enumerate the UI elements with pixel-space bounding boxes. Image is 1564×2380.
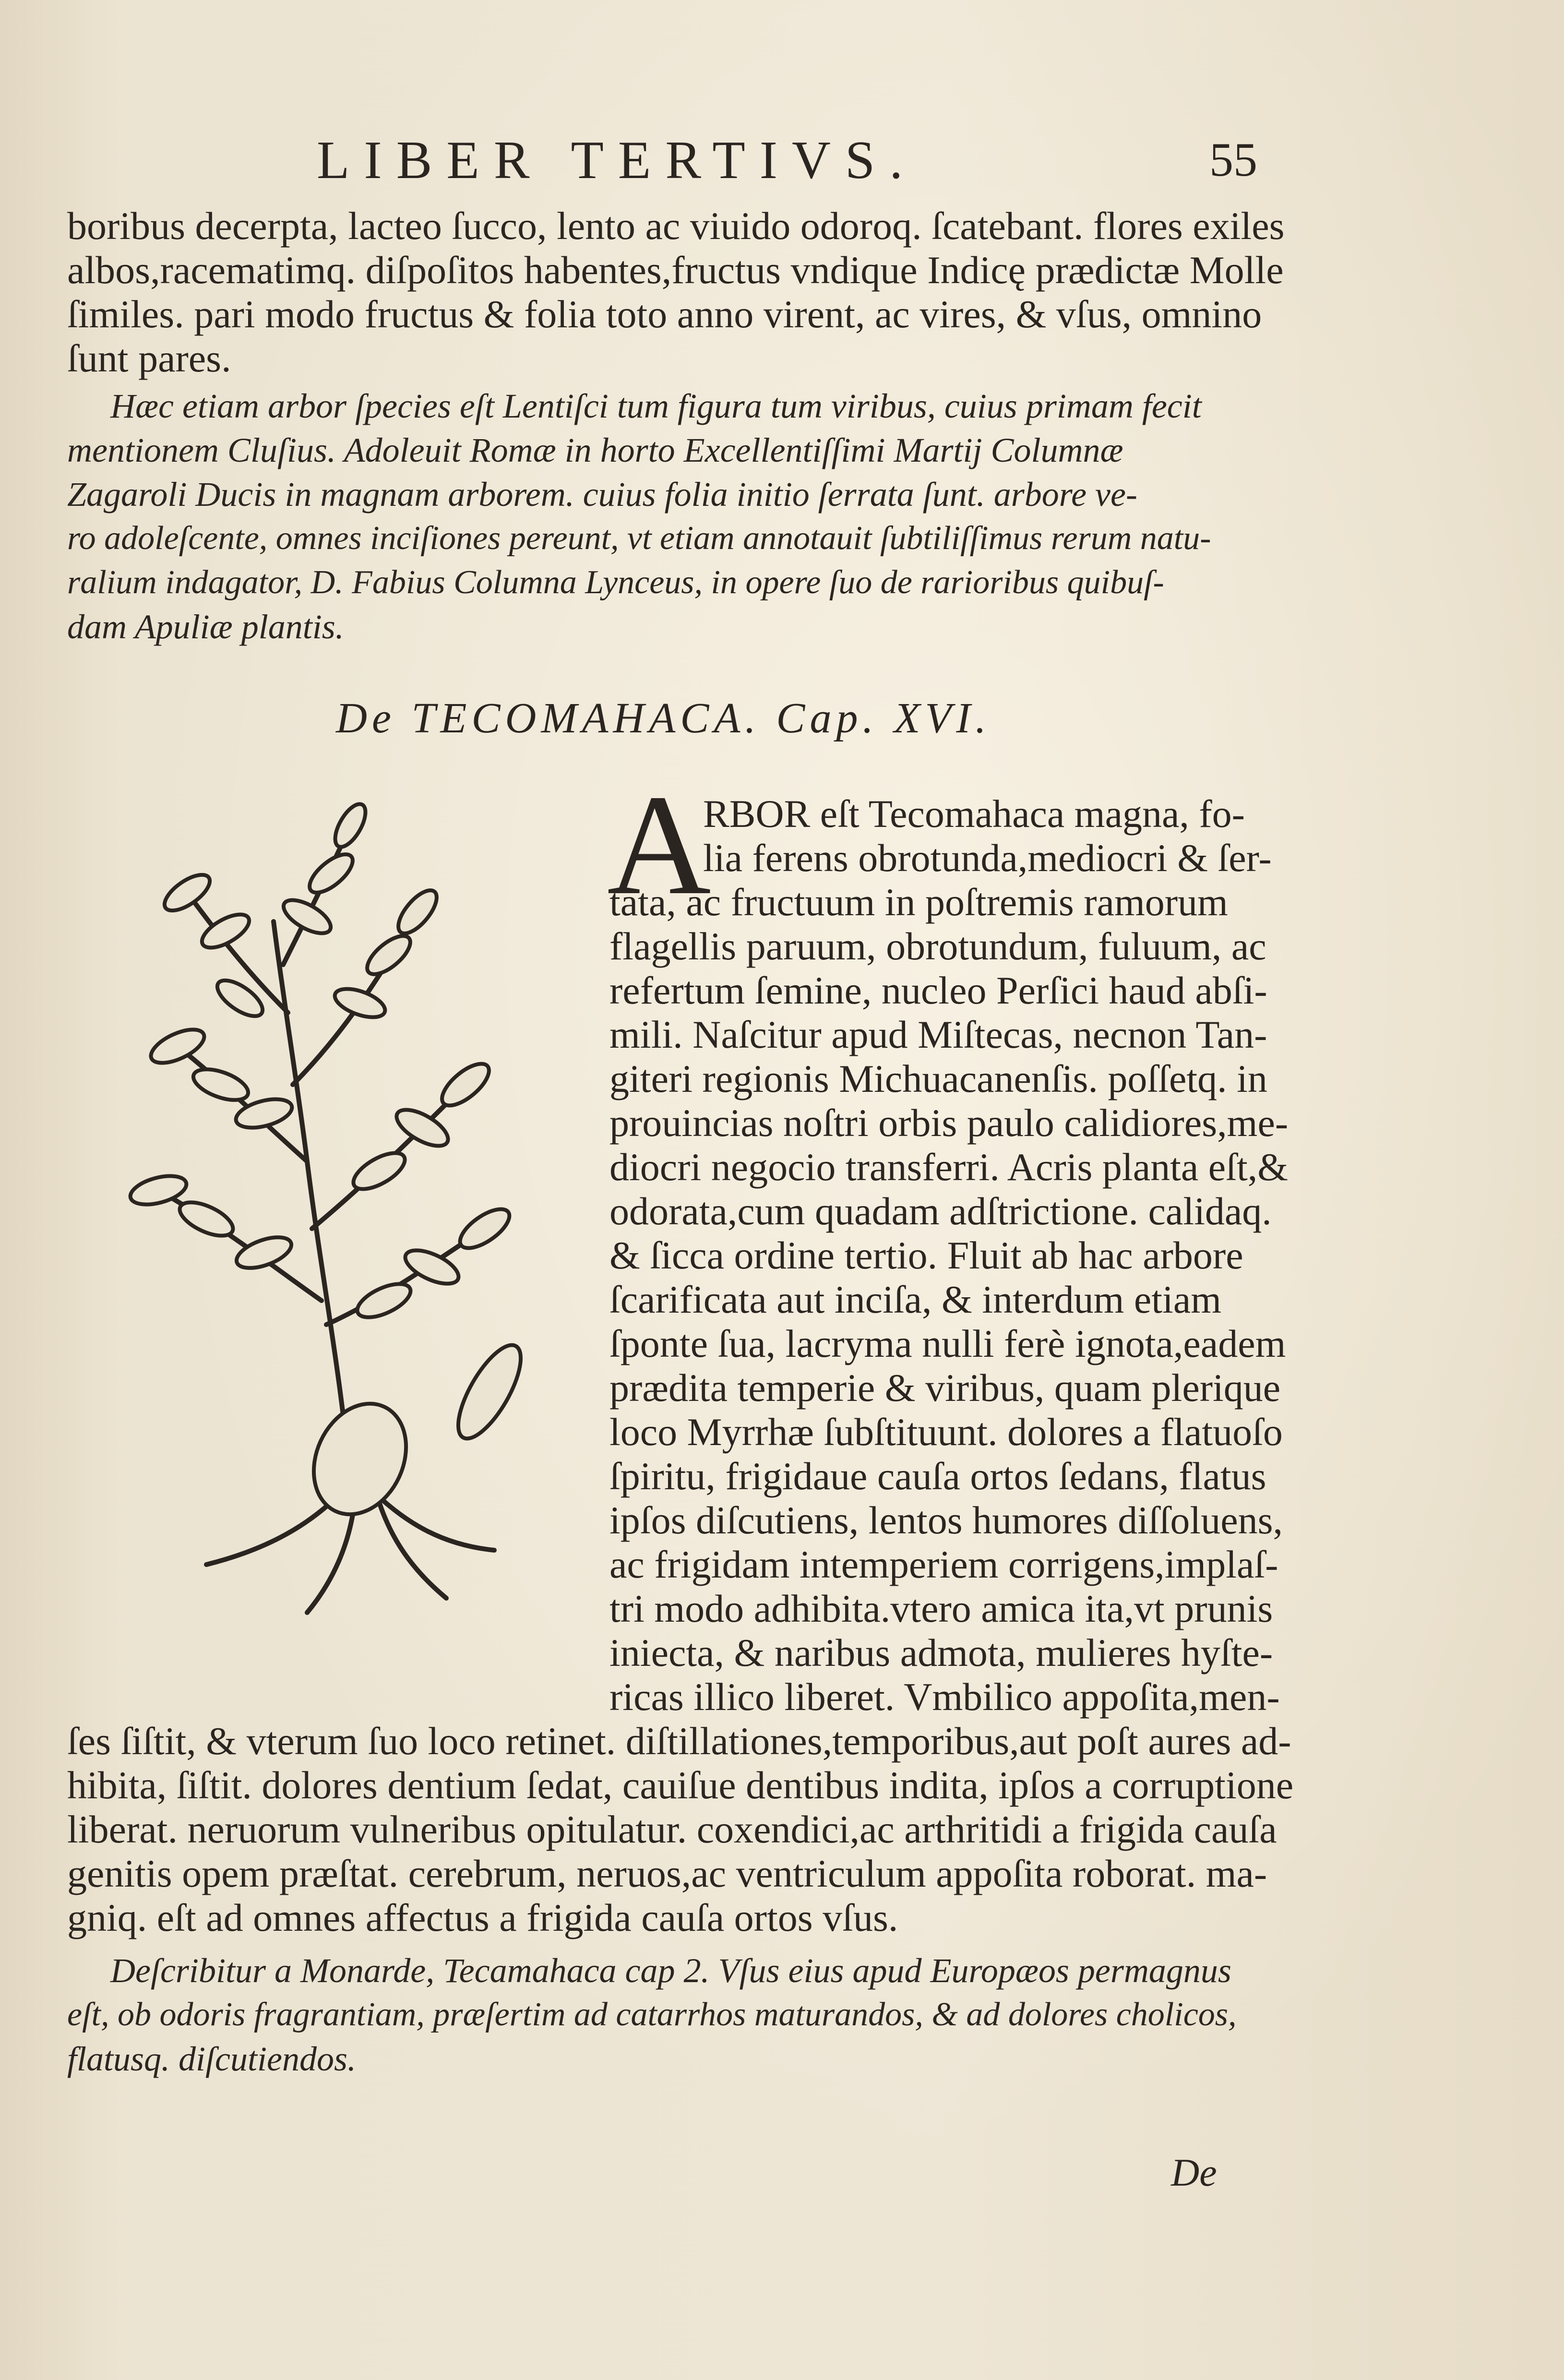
text-line: prouincias noſtri orbis paulo calidiores,me- (609, 1101, 1289, 1145)
text-line: albos,racematimq. diſpoſitos habentes,fructus vndique Indicę prædictæ Molle (67, 248, 1284, 292)
drop-cap: A (607, 765, 711, 924)
text-line: ricas illico liberet. Vmbilico appoſita,men- (609, 1675, 1280, 1719)
text-line: tata, ac fructuum in poſtremis ramorum (609, 880, 1228, 924)
text-line: genitis opem præſtat. cerebrum, neruos,ac ventriculum appoſita roborat. ma- (67, 1852, 1267, 1895)
text-line: Deſcribitur a Monarde, Tecamahaca cap 2. Vſus eius apud Europæos permagnus (110, 1951, 1231, 1990)
text-line: ſponte ſua, lacryma nulli ferè ignota,eadem (609, 1322, 1286, 1365)
text-line: eſt, ob odoris fragrantiam, præſertim ad catarrhos maturandos, & ad dolores cholicos, (67, 1996, 1237, 2033)
text-line: RBOR eſt Tecomahaca magna, fo- (703, 792, 1245, 836)
text-line: prædita temperie & viribus, quam plerique (609, 1366, 1281, 1410)
text-line: ipſos diſcutiens, lentos humores diſſoluens, (609, 1498, 1283, 1542)
text-line: ſpiritu, frigidaue cauſa ortos ſedans, flatus (609, 1454, 1266, 1498)
text-line: lia ferens obrotunda,mediocri & ſer- (703, 836, 1272, 880)
text-line: flatusq. diſcutiendos. (67, 2040, 356, 2078)
text-line: dam Apuliæ plantis. (67, 608, 344, 646)
text-line: ralium indagator, D. Fabius Columna Lynceus, in opere ſuo de rarioribus quibuſ- (67, 564, 1164, 601)
text-line: Zagaroli Ducis in magnam arborem. cuius folia initio ſerrata ſunt. arbore ve- (67, 475, 1137, 514)
text-line: boribus decerpta, lacteo ſucco, lento ac viuido odoroq. ſcatebant. flores exiles (67, 204, 1285, 248)
text-line: mili. Naſcitur apud Miſtecas, necnon Tan- (609, 1013, 1267, 1056)
text-line: mentionem Cluſius. Adoleuit Romæ in horto Excellentiſſimi Martij Columnæ (67, 431, 1123, 469)
page-number: 55 (1209, 133, 1257, 186)
text-line: giteri regionis Michuacanenſis. poſſetq. in (609, 1057, 1267, 1100)
text-line: ſcarificata aut inciſa, & interdum etiam (609, 1278, 1222, 1321)
text-line: iniecta, & naribus admota, mulieres hyſte- (609, 1631, 1273, 1674)
text-line: loco Myrrhæ ſubſtituunt. dolores a flatuoſo (609, 1410, 1283, 1454)
text-line: diocri negocio transferri. Acris planta eſt,& (609, 1145, 1289, 1189)
text-line: liberat. neruorum vulneribus opitulatur. coxendici,ac arthritidi a frigida cauſa (67, 1807, 1277, 1851)
tecomahaca-tree-woodcut-icon (82, 797, 561, 1670)
text-line: gniq. eſt ad omnes affectus a frigida cauſa ortos vſus. (67, 1896, 898, 1939)
text-line: ſunt pares. (67, 336, 231, 380)
running-header-title: LIBER TERTIVS. (317, 131, 918, 190)
catchword: De (1171, 2151, 1217, 2194)
text-line: ſes ſiſtit, & vterum ſuo loco retinet. diſtillationes,temporibus,aut poſt aures ad- (67, 1719, 1291, 1763)
text-line: hibita, ſiſtit. dolores dentium ſedat, cauiſue dentibus indita, ipſos a corruptione (67, 1763, 1294, 1807)
text-line: refertum ſemine, nucleo Perſici haud abſi- (609, 969, 1267, 1012)
text-line: & ſicca ordine tertio. Fluit ab hac arbore (609, 1233, 1243, 1277)
text-line: tri modo adhibita.vtero amica ita,vt prunis (609, 1587, 1273, 1630)
text-line: Hæc etiam arbor ſpecies eſt Lentiſci tum figura tum viribus, cuius primam fecit (110, 387, 1202, 425)
text-line: flagellis paruum, obrotundum, fuluum, ac (609, 924, 1266, 968)
chapter-heading: De TECOMAHACA. Cap. XVI. (336, 694, 991, 742)
text-line: ro adoleſcente, omnes inciſiones pereunt, vt etiam annotauit ſubtiliſſimus rerum natu- (67, 520, 1211, 557)
text-line: ſimiles. pari modo fructus & folia toto anno virent, ac vires, & vſus, omnino (67, 292, 1262, 336)
text-line: ac frigidam intemperiem corrigens,implaſ- (609, 1543, 1278, 1586)
text-line: odorata,cum quadam adſtrictione. calidaq. (609, 1189, 1272, 1233)
